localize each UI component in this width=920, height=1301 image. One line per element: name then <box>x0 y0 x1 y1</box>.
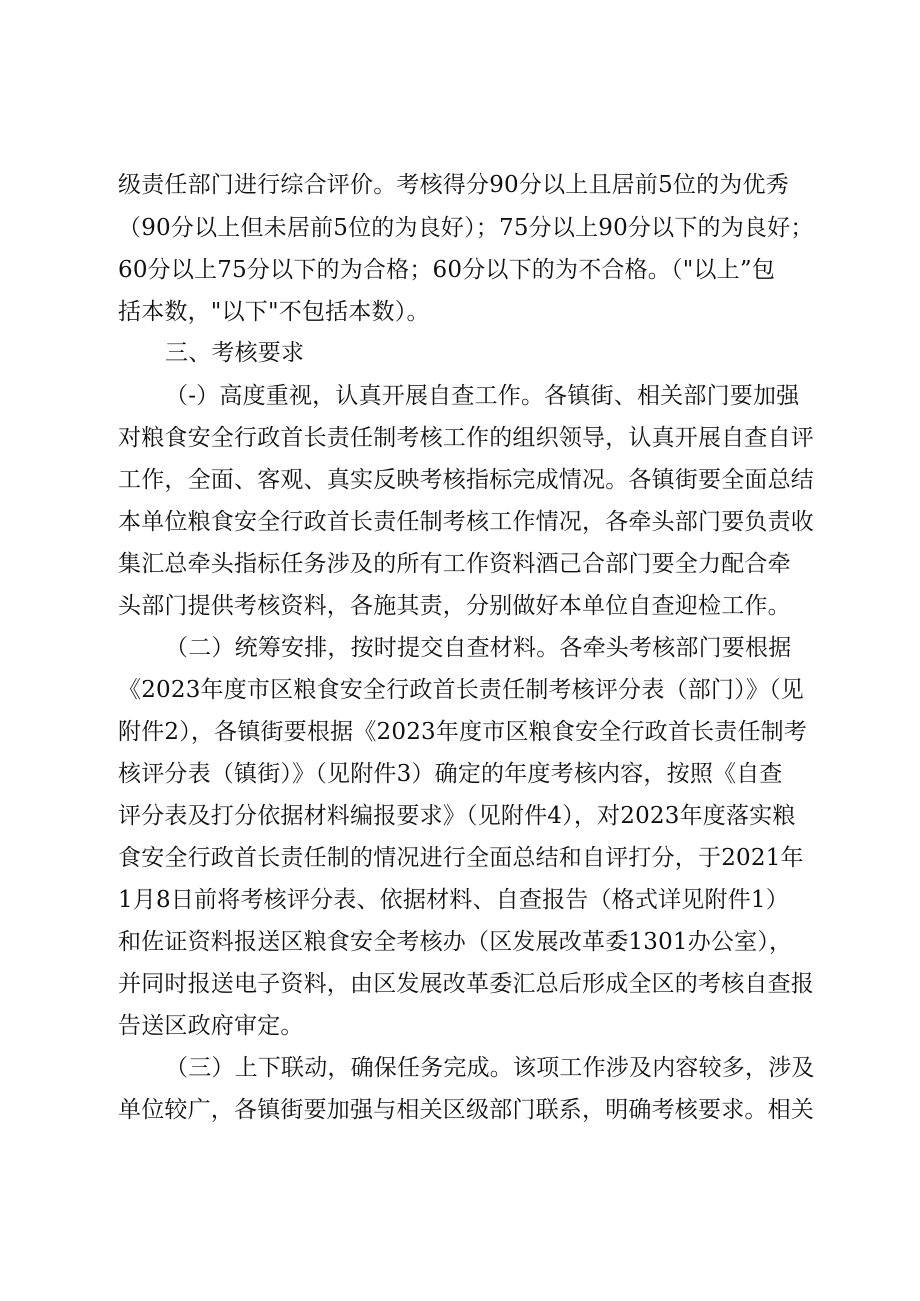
paragraph-1-line-6: 头部门提供考核资料，各施其责，分别做好本单位自查迎检工作。 <box>118 593 791 619</box>
paragraph-1-line-2: 对粮食安全行政首长责任制考核工作的组织领导，认真开展自查自评 <box>118 425 814 451</box>
paragraph-2-line-4: 核评分表（镇街）》（见附件3）确定的年度考核内容，按照《自查 <box>118 761 783 787</box>
paragraph-2-line-7: 1月8日前将考核评分表、依据材料、自查报告（格式详见附件1） <box>118 887 789 913</box>
paragraph-1-line-3: 工作，全面、客观、真实反映考核指标完成情况。各镇街要全面总结 <box>118 467 814 493</box>
paragraph-2-line-2: 《2023年度市区粮食安全行政首长责任制考核评分表（部门）》（见 <box>118 677 804 703</box>
section-heading-requirements: 三、考核要求 <box>165 340 305 366</box>
paragraph-2-line-5: 评分表及打分依据材料编报要求》（见附件4），对2023年度落实粮 <box>118 803 796 829</box>
paragraph-1-line-5: 集汇总牵头指标任务涉及的所有工作资料酒己合部门要全力配合牵 <box>118 551 791 577</box>
paragraph-2-line-6: 食安全行政首长责任制的情况进行全面总结和自评打分，于2021年 <box>118 845 804 871</box>
body-line-4: 括本数，"以下"不包括本数）。 <box>118 299 430 325</box>
body-line-1: 级责任部门进行综合评价。考核得分90分以上且居前5位的为优秀 <box>118 172 789 198</box>
paragraph-1-line-1: （-）高度重视，认真开展自查工作。各镇街、相关部门要加强 <box>165 383 800 409</box>
paragraph-2-line-10: 告送区政府审定。 <box>118 1013 304 1039</box>
paragraph-2-line-1: （二）统筹安排，按时提交自查材料。各牵头考核部门要根据 <box>165 635 792 661</box>
paragraph-2-line-3: 附件2），各镇街要根据《2023年度市区粮食安全行政首长责任制考 <box>118 719 808 745</box>
paragraph-2-line-8: 和佐证资料报送区粮食安全考核办（区发展改革委1301办公室）， <box>118 929 793 955</box>
body-line-3: 60分以上75分以下的为合格；60分以下的为不合格。（"以上”包 <box>118 257 776 283</box>
paragraph-2-line-9: 并同时报送电子资料，由区发展改革委汇总后形成全区的考核自查报 <box>118 971 814 997</box>
body-line-2: （90分以上但未居前5位的为良好）；75分以上90分以下的为良好； <box>118 215 814 241</box>
paragraph-3-line-2: 单位较广，各镇街要加强与相关区级部门联系，明确考核要求。相关 <box>118 1097 814 1123</box>
paragraph-1-line-4: 本单位粮食安全行政首长责任制考核工作情况，各牵头部门要负责收 <box>118 509 814 535</box>
paragraph-3-line-1: （三）上下联动，确保任务完成。该项工作涉及内容较多，涉及 <box>165 1055 815 1081</box>
